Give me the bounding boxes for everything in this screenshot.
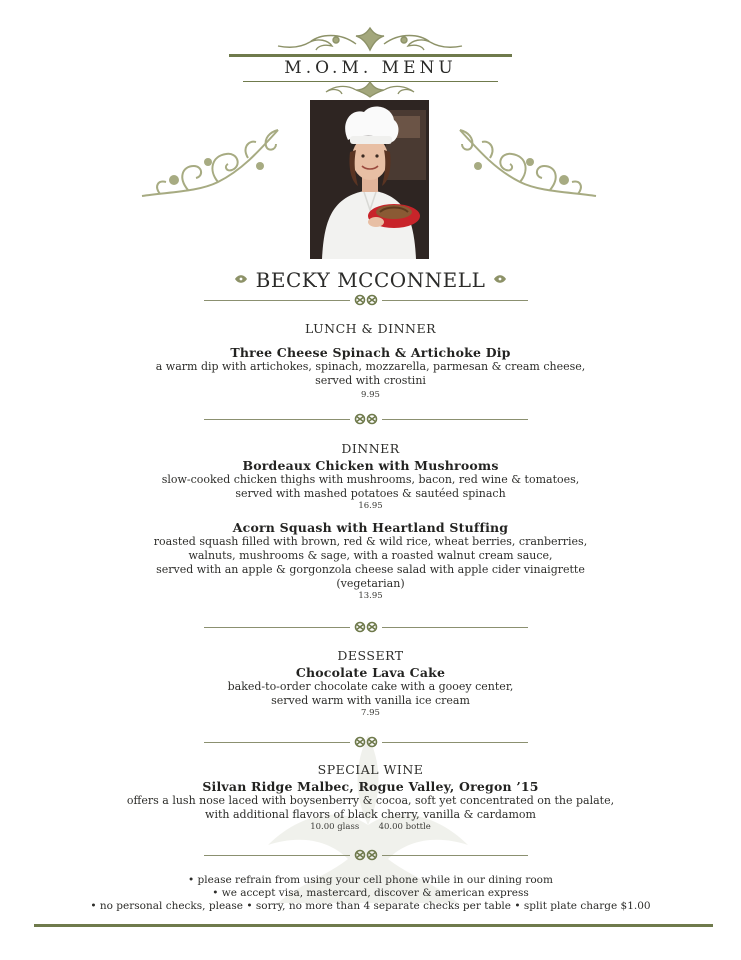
item-price: 13.95 — [358, 591, 383, 601]
section-title: SPECIAL WINE — [317, 762, 424, 777]
item-description: a warm dip with artichokes, spinach, mozzarella, parmesan & cream cheese, — [155, 360, 586, 373]
item-description: roasted squash filled with brown, red & wild rice, wheat berries, cranberries, — [153, 535, 588, 548]
item-description: baked-to-order chocolate cake with a gooey center, — [227, 680, 514, 693]
item-name: Acorn Squash with Heartland Stuffing — [232, 520, 509, 535]
section-dessert — [60, 648, 681, 719]
item-description: served warm with vanilla ice cream — [271, 694, 470, 707]
item-description: served with crostini — [315, 374, 426, 387]
item-price: 7.95 — [361, 708, 380, 718]
item-price: 9.95 — [361, 390, 380, 400]
item-description: walnuts, mushrooms & sage, with a roasted walnut cream sauce, — [188, 549, 553, 562]
item-description: offers a lush nose laced with boysenberry & cocoa, soft yet concentrated on the palate, — [126, 794, 615, 807]
price-bottle: 40.00 bottle — [378, 822, 431, 832]
footer-notes — [40, 874, 701, 913]
section-dinner — [60, 441, 681, 602]
item-name: Silvan Ridge Malbec, Rogue Valley, Oregon ’15 — [202, 779, 539, 794]
chef-photo — [310, 100, 429, 259]
top-rule — [229, 54, 512, 57]
footer-note: • no personal checks, please • sorry, no more than 4 separate checks per table • split plate charge $1.00 — [90, 900, 651, 912]
bottom-rule — [34, 924, 713, 927]
item-price: 16.95 — [358, 501, 383, 511]
section-lunch-dinner — [60, 321, 681, 401]
footer-note: • we accept visa, mastercard, discover & american express — [212, 887, 529, 899]
celtic-knot-icon — [353, 736, 379, 748]
section-divider — [204, 295, 528, 305]
celtic-knot-icon — [353, 849, 379, 861]
price-glass: 10.00 glass — [310, 822, 360, 832]
item-description: served with mashed potatoes & sautéed spinach — [235, 487, 506, 500]
section-title: DINNER — [341, 441, 400, 456]
item-name: Three Cheese Spinach & Artichoke Dip — [230, 345, 511, 360]
section-divider — [204, 414, 528, 424]
section-title: LUNCH & DINNER — [305, 321, 436, 336]
celtic-knot-icon — [353, 294, 379, 306]
item-name: Bordeaux Chicken with Mushrooms — [242, 458, 499, 473]
chef-name: BECKY MCCONNELL — [255, 268, 486, 292]
footer-note: • please refrain from using your cell phone while in our dining room — [188, 874, 553, 886]
flourish-scroll-left-icon — [138, 122, 288, 204]
chef-illustration — [310, 100, 429, 259]
item-description: (vegetarian) — [336, 577, 405, 590]
section-title: DESSERT — [337, 648, 404, 663]
celtic-knot-icon — [353, 621, 379, 633]
filigree-crown-icon — [270, 24, 470, 54]
item-name: Chocolate Lava Cake — [295, 665, 446, 680]
item-description: with additional flavors of black cherry, vanilla & cardamom — [205, 808, 536, 821]
section-divider — [204, 737, 528, 747]
flourish-underline-icon — [318, 80, 423, 98]
flourish-scroll-right-icon — [450, 122, 600, 204]
page-title: M.O.M. MENU — [284, 58, 457, 78]
section-divider — [204, 622, 528, 632]
section-divider — [204, 850, 528, 860]
section-special-wine — [60, 762, 681, 833]
item-description: served with an apple & gorgonzola cheese salad with apple cider vinaigrette — [156, 563, 585, 576]
item-description: slow-cooked chicken thighs with mushrooms, bacon, red wine & tomatoes, — [161, 473, 580, 486]
celtic-knot-icon — [353, 413, 379, 425]
leaf-right-icon — [493, 274, 507, 284]
